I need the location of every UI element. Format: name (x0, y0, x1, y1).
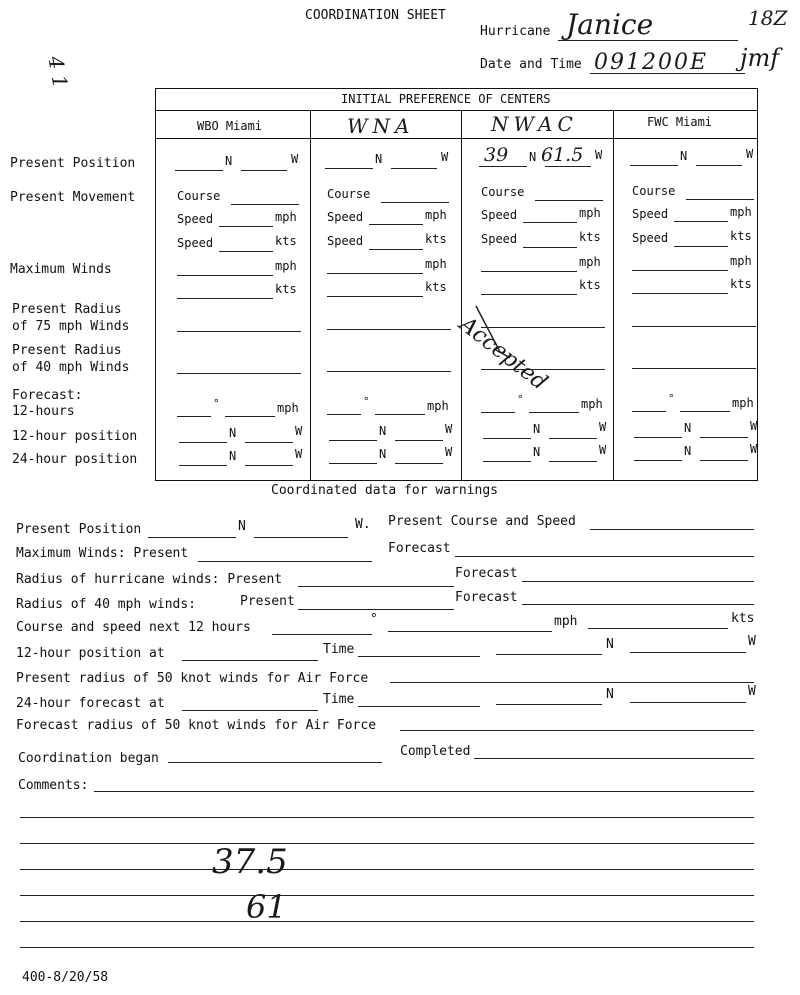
wna-maxwind-kts-unit: kts (425, 280, 447, 294)
wbo-pos12-n-label: N (229, 426, 237, 440)
wna-pos12-lat-field[interactable] (329, 440, 377, 441)
wna-pos12-lon-field[interactable] (395, 440, 443, 441)
wbo-maxwind-mph-unit: mph (275, 259, 297, 273)
coord-radius-hurricane-label: Radius of hurricane winds: Present (16, 572, 283, 587)
wbo-forecast-course-field[interactable] (177, 416, 211, 417)
coord-af-radius-field[interactable] (390, 682, 754, 683)
coord-speed12-kts-field[interactable] (588, 628, 728, 629)
coord-pos12-lon-field[interactable] (630, 652, 746, 653)
wbo-forecast-speed-field[interactable] (225, 416, 275, 417)
coord-speed12-kts-label: kts (731, 611, 755, 626)
label-radius40-a: Present Radius (12, 343, 122, 358)
wbo-maxwind-kts-unit: kts (275, 282, 297, 296)
nwac-pos12-lon-field[interactable] (549, 438, 597, 439)
comments-line-2[interactable] (20, 817, 754, 818)
hurricane-value: Janice (566, 8, 654, 41)
fwc-forecast-mph-unit: mph (732, 396, 754, 410)
wbo-pos12-lon-field[interactable] (245, 442, 293, 443)
table-header-divider (155, 138, 757, 139)
coord-began-field[interactable] (168, 762, 382, 763)
wna-course-label: Course (327, 187, 371, 201)
coord-pos12-label: 12-hour position at (16, 646, 165, 661)
comments-line-7[interactable] (20, 947, 754, 948)
center-header-wna: WNA (347, 114, 415, 138)
fwc-pos24-lon-field[interactable] (700, 460, 748, 461)
coord-pos12-n-label: N (606, 637, 614, 652)
fwc-speed-kts-field[interactable] (674, 246, 728, 247)
nwac-course-field[interactable] (535, 200, 603, 201)
wna-maxwind-mph-field[interactable] (327, 273, 423, 274)
wna-course-field[interactable] (381, 202, 449, 203)
wna-forecast-mph-unit: mph (427, 399, 449, 413)
fwc-radius40-field[interactable] (632, 368, 756, 369)
corner-mark: 4 1 (43, 54, 73, 90)
fwc-speed-mph-field[interactable] (674, 221, 728, 222)
coord-af-forecast-radius-label: Forecast radius of 50 knot winds for Air Force (16, 718, 377, 733)
coord-present-course-label: Present Course and Speed (388, 514, 576, 529)
nwac-forecast-course-field[interactable] (481, 412, 515, 413)
fwc-speed-mph-label: Speed (632, 207, 669, 221)
wbo-speed-mph-field[interactable] (219, 226, 273, 227)
comments-line-5[interactable] (20, 895, 754, 896)
coord-completed-field[interactable] (474, 758, 754, 759)
center-header-nwac: NWAC (491, 112, 578, 136)
coord-pos12-time-label: Time (323, 642, 355, 657)
coord-radius40-forecast-label: Forecast (455, 590, 518, 605)
wna-pos24-w-label: W (445, 445, 453, 459)
fwc-pos12-lat-field[interactable] (634, 437, 682, 438)
nwac-pos24-w-label: W (599, 443, 607, 457)
fwc-pos24-n-label: N (684, 444, 692, 458)
form-title: COORDINATION SHEET (305, 8, 446, 23)
fwc-maxwind-kts-field[interactable] (632, 293, 728, 294)
coord-pos12-at-field[interactable] (182, 660, 318, 661)
wbo-speed-kts-field[interactable] (219, 251, 273, 252)
nwac-forecast-speed-field[interactable] (529, 412, 579, 413)
fwc-maxwind-mph-field[interactable] (632, 270, 728, 271)
nwac-maxwind-kts-unit: kts (579, 278, 601, 292)
wbo-pos12-lat-field[interactable] (179, 442, 227, 443)
wbo-maxwind-kts-field[interactable] (177, 298, 273, 299)
wna-pos12-w-label: W (445, 422, 453, 436)
hurricane-note: 18Z (748, 6, 788, 30)
coord-forecast24-lon-field[interactable] (630, 702, 746, 703)
coord-present-lon-field[interactable] (254, 537, 348, 538)
coord-radius40-present-field[interactable] (298, 609, 454, 610)
label-pos12: 12-hour position (12, 429, 138, 444)
nwac-accepted-note: Accepted (454, 312, 552, 396)
coord-course-speed-12-label: Course and speed next 12 hours (16, 620, 251, 635)
fwc-maxwind-mph-unit: mph (730, 254, 752, 268)
wbo-course-label: Course (177, 189, 221, 203)
coord-af-forecast-radius-field[interactable] (400, 730, 754, 731)
coord-radius-hurricane-forecast-label: Forecast (455, 566, 518, 581)
nwac-course-label: Course (481, 185, 525, 199)
wbo-pos24-lat-field[interactable] (179, 465, 227, 466)
fwc-pos24-lat-field[interactable] (634, 460, 682, 461)
column-divider-1 (310, 110, 311, 480)
nwac-speed-kts-field[interactable] (523, 247, 577, 248)
wna-maxwind-mph-unit: mph (425, 257, 447, 271)
form-number: 400-8/20/58 (22, 970, 109, 985)
coord-forecast24-at-field[interactable] (182, 710, 318, 711)
label-forecast-a: Forecast: (12, 388, 83, 403)
coord-radius-hurricane-present-field[interactable] (298, 586, 454, 587)
wbo-present-n-label: N (225, 154, 233, 168)
center-header-fwc: FWC Miami (647, 115, 713, 129)
wbo-speed-kts-unit: kts (275, 234, 297, 248)
comments-label: Comments: (18, 778, 89, 793)
fwc-speed-kts-label: Speed (632, 231, 669, 245)
table-title: INITIAL PREFERENCE OF CENTERS (341, 92, 551, 106)
comments-line-4[interactable] (20, 869, 754, 870)
label-present-position: Present Position (10, 156, 136, 171)
wbo-present-lon-field[interactable] (241, 170, 287, 171)
table-title-divider (155, 110, 757, 111)
wna-pos24-n-label: N (379, 447, 387, 461)
fwc-present-n-label: N (680, 149, 688, 163)
label-pos24: 24-hour position (12, 452, 138, 467)
coord-pos12-lat-field[interactable] (496, 654, 602, 655)
wbo-speed-kts-label: Speed (177, 236, 214, 250)
comment-value-lon: 61 (246, 888, 287, 926)
fwc-speed-mph-unit: mph (730, 205, 752, 219)
column-divider-2 (461, 110, 462, 480)
coord-pos12-time-field[interactable] (358, 656, 480, 657)
coord-present-lat-field[interactable] (148, 537, 236, 538)
wna-speed-mph-label: Speed (327, 210, 364, 224)
centers-table (155, 88, 758, 481)
coord-forecast24-lat-field[interactable] (496, 704, 602, 705)
fwc-pos12-w-label: W (750, 419, 758, 433)
nwac-pos24-lon-field[interactable] (549, 461, 597, 462)
nwac-latitude: 39 (484, 144, 509, 166)
wna-present-n-label: N (375, 152, 383, 166)
fwc-present-w-label: W (746, 147, 754, 161)
wna-speed-kts-unit: kts (425, 232, 447, 246)
coordinated-title: Coordinated data for warnings (271, 483, 498, 498)
coord-completed-label: Completed (400, 744, 471, 759)
fwc-pos12-n-label: N (684, 421, 692, 435)
wna-present-lat-field[interactable] (325, 168, 373, 169)
fwc-forecast-course-field[interactable] (632, 411, 666, 412)
coord-radius40-forecast-field[interactable] (522, 604, 754, 605)
coord-max-forecast-label: Forecast (388, 541, 451, 556)
coord-present-position-label: Present Position (16, 522, 142, 537)
fwc-course-label: Course (632, 184, 676, 198)
nwac-speed-mph-unit: mph (579, 206, 601, 220)
center-header-wbo: WBO Miami (197, 119, 263, 133)
nwac-speed-mph-field[interactable] (523, 222, 577, 223)
coord-speed12-mph-label: mph (554, 614, 578, 629)
nwac-longitude: 61.5 (541, 144, 584, 166)
wbo-present-w-label: W (291, 152, 299, 166)
nwac-maxwind-kts-field[interactable] (481, 294, 577, 295)
coord-forecast24-time-field[interactable] (358, 706, 480, 707)
wbo-radius75-field[interactable] (177, 331, 301, 332)
nwac-pos24-lat-field[interactable] (483, 461, 531, 462)
datetime-label: Date and Time (480, 57, 582, 72)
wna-forecast-deg: ° (363, 395, 370, 408)
datetime-initials: jmf (740, 44, 780, 72)
label-radius75-b: of 75 mph Winds (12, 319, 130, 334)
wna-present-lon-field[interactable] (391, 168, 437, 169)
wbo-radius40-field[interactable] (177, 373, 301, 374)
coord-max-winds-label: Maximum Winds: Present (16, 546, 189, 561)
wna-radius75-field[interactable] (327, 329, 451, 330)
label-radius40-b: of 40 mph Winds (12, 360, 130, 375)
datetime-value: 091200E (594, 50, 709, 75)
label-maximum-winds: Maximum Winds (10, 262, 112, 277)
nwac-maxwind-mph-unit: mph (579, 255, 601, 269)
coord-course12-deg: ° (370, 612, 378, 627)
coord-forecast24-n-label: N (606, 687, 614, 702)
nwac-pos24-n-label: N (533, 445, 541, 459)
wbo-pos24-lon-field[interactable] (245, 465, 293, 466)
label-forecast-b: 12-hours (12, 404, 75, 419)
nwac-speed-kts-unit: kts (579, 230, 601, 244)
wbo-pos24-w-label: W (295, 447, 303, 461)
wna-pos24-lat-field[interactable] (329, 463, 377, 464)
nwac-present-lat-field[interactable] (479, 166, 527, 167)
coord-pos12-w-label: W (748, 634, 756, 649)
coord-course12-field[interactable] (272, 634, 372, 635)
wbo-present-lat-field[interactable] (175, 170, 223, 171)
wbo-forecast-mph-unit: mph (277, 401, 299, 415)
wna-forecast-course-field[interactable] (327, 414, 361, 415)
fwc-speed-kts-unit: kts (730, 229, 752, 243)
fwc-pos24-w-label: W (750, 442, 758, 456)
fwc-present-lat-field[interactable] (630, 165, 678, 166)
column-divider-3 (613, 110, 614, 480)
nwac-forecast-deg: ° (517, 393, 524, 406)
wbo-forecast-deg: ° (213, 397, 220, 410)
nwac-present-lon-field[interactable] (545, 166, 591, 167)
wna-speed-mph-unit: mph (425, 208, 447, 222)
wbo-speed-mph-label: Speed (177, 212, 214, 226)
nwac-forecast-mph-unit: mph (581, 397, 603, 411)
wna-forecast-speed-field[interactable] (375, 414, 425, 415)
nwac-present-n-label: N (529, 150, 537, 164)
nwac-pos12-n-label: N (533, 422, 541, 436)
fwc-maxwind-kts-unit: kts (730, 277, 752, 291)
wbo-pos12-w-label: W (295, 424, 303, 438)
wna-speed-mph-field[interactable] (369, 224, 423, 225)
coord-max-forecast-field[interactable] (455, 556, 754, 557)
nwac-speed-kts-label: Speed (481, 232, 518, 246)
coord-forecast24-w-label: W (748, 684, 756, 699)
label-present-movement: Present Movement (10, 190, 136, 205)
coord-w-label: W. (355, 517, 371, 532)
coord-forecast24-time-label: Time (323, 692, 355, 707)
wna-pos24-lon-field[interactable] (395, 463, 443, 464)
comments-line-3[interactable] (20, 843, 754, 844)
wbo-pos24-n-label: N (229, 449, 237, 463)
wna-radius40-field[interactable] (327, 371, 451, 372)
nwac-present-w-label: W (595, 148, 603, 162)
wbo-course-field[interactable] (231, 204, 299, 205)
wna-present-w-label: W (441, 150, 449, 164)
nwac-speed-mph-label: Speed (481, 208, 518, 222)
coord-radius-hurricane-forecast-field[interactable] (522, 581, 754, 582)
table-border (155, 88, 758, 481)
wna-speed-kts-label: Speed (327, 234, 364, 248)
coord-radius40-present-label: Present (240, 594, 295, 609)
wbo-maxwind-mph-field[interactable] (177, 275, 273, 276)
hurricane-label: Hurricane (480, 24, 551, 39)
comment-value-lat: 37.5 (212, 842, 288, 882)
wna-speed-kts-field[interactable] (369, 249, 423, 250)
nwac-maxwind-mph-field[interactable] (481, 271, 577, 272)
nwac-accepted-strike (470, 300, 550, 370)
wna-maxwind-kts-field[interactable] (327, 296, 423, 297)
comments-line-1[interactable] (94, 791, 754, 792)
fwc-forecast-deg: ° (668, 392, 675, 405)
coord-max-winds-field[interactable] (198, 561, 372, 562)
wna-pos12-n-label: N (379, 424, 387, 438)
coord-n-label: N (238, 519, 246, 534)
coord-began-label: Coordination began (18, 751, 159, 766)
fwc-present-lon-field[interactable] (696, 165, 742, 166)
coord-present-course-field[interactable] (590, 529, 754, 530)
nwac-pos12-lat-field[interactable] (483, 438, 531, 439)
coord-af-radius-label: Present radius of 50 knot winds for Air Force (16, 671, 369, 686)
fwc-forecast-speed-field[interactable] (680, 411, 730, 412)
wbo-speed-mph-unit: mph (275, 210, 297, 224)
comments-line-6[interactable] (20, 921, 754, 922)
nwac-pos12-w-label: W (599, 420, 607, 434)
coord-radius40-label: Radius of 40 mph winds: (16, 597, 197, 612)
coord-forecast24-label: 24-hour forecast at (16, 696, 165, 711)
label-radius75-a: Present Radius (12, 302, 122, 317)
fwc-radius75-field[interactable] (632, 326, 756, 327)
fwc-course-field[interactable] (686, 199, 754, 200)
fwc-pos12-lon-field[interactable] (700, 437, 748, 438)
coord-speed12-mph-field[interactable] (388, 631, 552, 632)
